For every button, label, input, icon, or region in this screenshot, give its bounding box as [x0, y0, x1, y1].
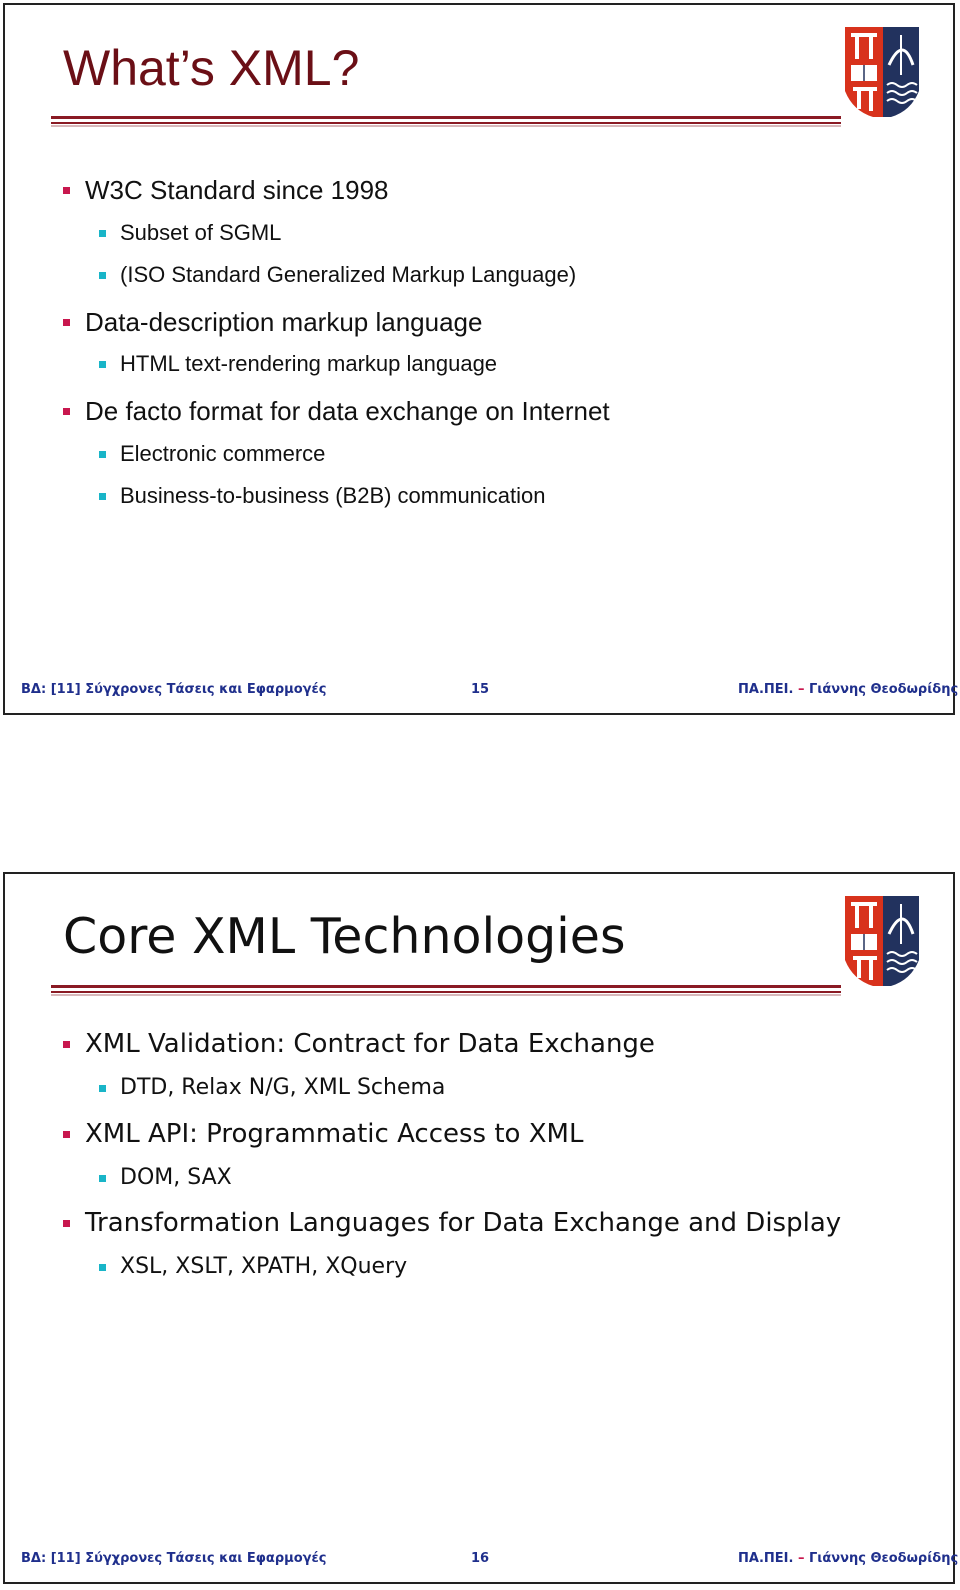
- footer-dash: –: [797, 1551, 805, 1566]
- page-number: 16: [471, 1551, 490, 1566]
- footer-org: ΠΑ.ΠΕΙ.: [738, 1551, 794, 1566]
- sub-bullet-item: HTML text-rendering markup language: [120, 351, 498, 376]
- page-number: 15: [471, 682, 490, 697]
- bullet-item: W3C Standard since 1998: [85, 175, 389, 205]
- footer-author: [738, 682, 958, 697]
- footer-author: [738, 1551, 958, 1566]
- university-logo-icon: [843, 894, 921, 986]
- slide-15: [3, 3, 959, 715]
- bullet-item: XML Validation: Contract for Data Exchange: [85, 1029, 655, 1059]
- sub-bullet-item: Business-to-business (B2B) communication: [120, 483, 546, 508]
- title-divider: [51, 116, 841, 124]
- bullet-item: De facto format for data exchange on Internet: [85, 396, 610, 426]
- footer-course: ΒΔ: [11] Σύγχρονες Τάσεις και Εφαρμογές: [21, 1551, 327, 1566]
- sub-bullet-item: DTD, Relax N/G, XML Schema: [120, 1075, 446, 1100]
- footer-dash: –: [797, 682, 805, 697]
- sub-bullet-item: XSL, XSLT, XPATH, XQuery: [120, 1254, 408, 1279]
- footer-author-name: Γιάννης Θεοδωρίδης: [808, 1551, 959, 1566]
- sub-bullet-item: DOM, SAX: [120, 1165, 232, 1190]
- slide-16: [3, 872, 959, 1584]
- university-logo-icon: [843, 25, 921, 117]
- sub-bullet-item: Subset of SGML: [120, 220, 282, 245]
- bullet-item: XML API: Programmatic Access to XML: [85, 1119, 584, 1149]
- slide-title: What’s XML?: [63, 40, 360, 96]
- footer-course: ΒΔ: [11] Σύγχρονες Τάσεις και Εφαρμογές: [21, 682, 327, 697]
- footer-org: ΠΑ.ΠΕΙ.: [738, 682, 794, 697]
- sub-bullet-item: Electronic commerce: [120, 441, 326, 466]
- sub-bullet-item: (ISO Standard Generalized Markup Language): [120, 262, 577, 287]
- title-divider: [51, 985, 841, 993]
- bullet-item: Data-description markup language: [85, 307, 483, 337]
- slide-title: Core XML Technologies: [63, 908, 626, 965]
- bullet-item: Transformation Languages for Data Exchange and Display: [85, 1208, 842, 1238]
- footer-author-name: Γιάννης Θεοδωρίδης: [808, 682, 959, 697]
